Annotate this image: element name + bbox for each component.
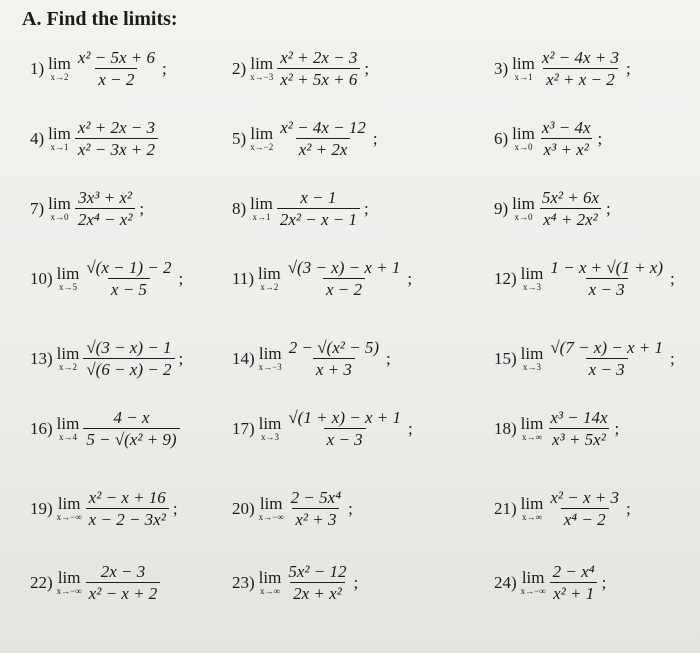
numerator: 2 − 5x⁴	[290, 488, 342, 507]
denominator: x + 3	[313, 358, 355, 379]
limit-approach: x→−∞	[56, 512, 82, 522]
limit-operator	[512, 195, 535, 222]
lim-label: lim	[512, 54, 535, 73]
limit-problem	[232, 562, 358, 603]
denominator: x² + x − 2	[543, 68, 618, 89]
lim-label: lim	[520, 414, 544, 433]
problem-number: 10)	[30, 268, 53, 288]
numerator: 2x − 3	[100, 562, 146, 581]
limit-approach: x→2	[59, 362, 77, 372]
fraction	[285, 408, 404, 449]
limit-problem	[30, 258, 183, 299]
limit-problem	[30, 338, 183, 379]
fraction	[285, 258, 404, 299]
limit-problem	[232, 188, 369, 229]
limit-operator	[250, 55, 273, 82]
limit-problem	[232, 338, 391, 379]
lim-label: lim	[258, 264, 281, 283]
denominator: 5 − √(x² + 9)	[83, 428, 179, 449]
limit-operator	[48, 195, 71, 222]
denominator: x² + 1	[550, 582, 597, 603]
semicolon: ;	[178, 268, 184, 288]
numerator: x² − 5x + 6	[77, 48, 155, 67]
limit-approach: x→−3	[250, 72, 274, 82]
limit-approach: x→5	[59, 282, 77, 292]
limit-problem	[232, 118, 378, 159]
denominator: x − 2	[323, 278, 365, 299]
numerator: 1 − x + √(1 + x)	[550, 258, 664, 277]
numerator: x² + 2x − 3	[280, 48, 358, 67]
lim-label: lim	[512, 194, 535, 213]
limit-operator	[57, 569, 82, 596]
limit-operator	[250, 125, 273, 152]
fraction	[277, 118, 369, 159]
semicolon: ;	[178, 348, 184, 368]
limit-problem	[30, 562, 162, 603]
limit-operator	[521, 265, 544, 292]
semicolon: ;	[363, 198, 369, 218]
limit-problem	[232, 258, 412, 299]
limit-approach: x→0	[50, 212, 69, 222]
limit-approach: x→2	[260, 282, 279, 292]
limit-problem	[232, 48, 369, 89]
limit-problem	[494, 338, 675, 379]
numerator: x² − x + 3	[550, 488, 619, 507]
denominator: x⁴ + 2x²	[540, 208, 601, 229]
lim-label: lim	[258, 568, 282, 587]
problem-number: 24)	[494, 572, 517, 592]
fraction	[547, 488, 622, 529]
lim-label: lim	[56, 414, 80, 433]
semicolon: ;	[614, 418, 620, 438]
limit-approach: x→−∞	[258, 512, 284, 522]
fraction	[83, 408, 179, 449]
lim-label: lim	[250, 194, 273, 213]
problem-number: 20)	[232, 498, 255, 518]
problem-number: 6)	[494, 128, 509, 148]
semicolon: ;	[670, 348, 675, 368]
lim-label: lim	[520, 264, 544, 283]
limit-operator	[57, 415, 80, 442]
limit-approach: x→3	[523, 362, 541, 372]
denominator: x² + 5x + 6	[277, 68, 360, 89]
numerator: √(x − 1) − 2	[86, 258, 172, 277]
problem-number: 22)	[30, 572, 53, 592]
problem-number: 1)	[30, 58, 45, 78]
lim-label: lim	[520, 344, 544, 363]
denominator: 2x + x²	[290, 582, 345, 603]
numerator: 3x³ + x²	[78, 188, 133, 207]
limit-operator	[259, 495, 284, 522]
numerator: √(1 + x) − x + 1	[288, 408, 402, 427]
limit-approach: x→0	[514, 142, 533, 152]
fraction	[547, 258, 666, 299]
limit-operator	[48, 125, 71, 152]
lim-label: lim	[57, 568, 81, 587]
numerator: √(3 − x) − 1	[86, 338, 172, 357]
lim-label: lim	[56, 344, 80, 363]
fraction	[75, 48, 158, 89]
numerator: x² − x + 16	[88, 488, 166, 507]
limit-problem	[494, 118, 602, 159]
lim-label: lim	[250, 54, 274, 73]
denominator: x − 3	[586, 278, 628, 299]
fraction	[86, 488, 169, 529]
limit-operator	[57, 265, 80, 292]
semicolon: ;	[161, 58, 167, 78]
limit-operator	[48, 55, 71, 82]
numerator: x² − 4x − 12	[280, 118, 366, 137]
semicolon: ;	[601, 572, 607, 592]
denominator: x² + 2x	[296, 138, 351, 159]
fraction	[288, 488, 344, 529]
denominator: 2x⁴ − x²	[75, 208, 136, 229]
problem-number: 15)	[494, 348, 517, 368]
problem-number: 7)	[30, 198, 45, 218]
limit-problem	[494, 408, 619, 449]
problem-number: 19)	[30, 498, 53, 518]
numerator: x − 1	[300, 188, 337, 207]
fraction	[547, 338, 666, 379]
limit-approach: x→1	[514, 72, 533, 82]
problem-number: 2)	[232, 58, 247, 78]
limit-operator	[259, 415, 282, 442]
problem-number: 21)	[494, 498, 517, 518]
limit-problem	[494, 488, 631, 529]
semicolon: ;	[372, 128, 378, 148]
limit-operator	[57, 345, 80, 372]
limit-operator	[250, 195, 273, 222]
limit-approach: x→∞	[260, 586, 280, 596]
denominator: 2x² − x − 1	[277, 208, 360, 229]
denominator: x − 2 − 3x²	[86, 508, 169, 529]
denominator: x − 3	[586, 358, 628, 379]
limit-operator	[512, 55, 535, 82]
lim-label: lim	[258, 414, 282, 433]
lim-label: lim	[56, 264, 80, 283]
problem-number: 18)	[494, 418, 517, 438]
numerator: 4 − x	[113, 408, 150, 427]
denominator: x − 5	[108, 278, 150, 299]
problem-number: 4)	[30, 128, 45, 148]
limit-operator	[258, 265, 281, 292]
limit-problem	[30, 48, 167, 89]
limit-approach: x→4	[59, 432, 77, 442]
numerator: √(3 − x) − x + 1	[287, 258, 401, 277]
limit-approach: x→−2	[250, 142, 274, 152]
limit-approach: x→3	[261, 432, 279, 442]
problem-number: 12)	[494, 268, 517, 288]
semicolon: ;	[606, 198, 611, 218]
numerator: 2 − x⁴	[552, 562, 595, 581]
semicolon: ;	[172, 498, 178, 518]
denominator: x³ + x²	[541, 138, 592, 159]
semicolon: ;	[408, 418, 413, 438]
lim-label: lim	[521, 568, 545, 587]
limit-operator	[521, 345, 544, 372]
denominator: x⁴ − 2	[561, 508, 609, 529]
limit-operator	[259, 569, 282, 596]
denominator: x² − 3x + 2	[75, 138, 158, 159]
denominator: x³ + 5x²	[549, 428, 609, 449]
section-heading: A. Find the limits:	[22, 8, 178, 30]
limit-problem	[30, 408, 182, 449]
limit-approach: x→3	[523, 282, 541, 292]
numerator: x² + 2x − 3	[77, 118, 155, 137]
problem-number: 13)	[30, 348, 53, 368]
lim-label: lim	[250, 124, 274, 143]
problem-number: 5)	[232, 128, 247, 148]
limit-approach: x→−3	[258, 362, 282, 372]
numerator: x³ − 14x	[550, 408, 608, 427]
numerator: 5x² + 6x	[541, 188, 600, 207]
limit-problem	[494, 48, 631, 89]
semicolon: ;	[364, 58, 370, 78]
limit-operator	[521, 569, 546, 596]
lim-label: lim	[258, 344, 282, 363]
limit-problem	[30, 188, 144, 229]
limit-problem	[232, 488, 353, 529]
problem-number: 17)	[232, 418, 255, 438]
problem-number: 23)	[232, 572, 255, 592]
lim-label: lim	[259, 494, 283, 513]
limit-problem	[30, 488, 178, 529]
fraction	[286, 338, 382, 379]
limit-problem	[30, 118, 160, 159]
limit-operator	[259, 345, 282, 372]
fraction	[277, 188, 360, 229]
lim-label: lim	[57, 494, 81, 513]
semicolon: ;	[139, 198, 145, 218]
semicolon: ;	[670, 268, 675, 288]
limit-problem	[494, 258, 675, 299]
fraction	[550, 562, 598, 603]
lim-label: lim	[512, 124, 535, 143]
denominator: x² − x + 2	[86, 582, 161, 603]
limit-operator	[57, 495, 82, 522]
problem-number: 16)	[30, 418, 53, 438]
limit-approach: x→−∞	[520, 586, 546, 596]
lim-label: lim	[48, 54, 71, 73]
limit-problem	[494, 188, 611, 229]
semicolon: ;	[386, 348, 391, 368]
numerator: x² − 4x + 3	[541, 48, 619, 67]
semicolon: ;	[348, 498, 353, 518]
numerator: 5x² − 12	[288, 562, 347, 581]
problem-number: 9)	[494, 198, 509, 218]
denominator: x − 3	[324, 428, 366, 449]
limit-operator	[512, 125, 535, 152]
problem-number: 14)	[232, 348, 255, 368]
denominator: x − 2	[95, 68, 137, 89]
limit-operator	[521, 415, 544, 442]
limit-approach: x→2	[50, 72, 69, 82]
limit-approach: x→−∞	[56, 586, 82, 596]
problem-number: 8)	[232, 198, 247, 218]
fraction	[539, 48, 622, 89]
fraction	[277, 48, 360, 89]
limit-approach: x→1	[252, 212, 271, 222]
limit-approach: x→1	[50, 142, 69, 152]
fraction	[539, 188, 602, 229]
limit-problem	[232, 408, 413, 449]
fraction	[75, 188, 136, 229]
fraction	[83, 338, 174, 379]
lim-label: lim	[520, 494, 544, 513]
fraction	[547, 408, 610, 449]
limit-approach: x→∞	[522, 512, 542, 522]
fraction	[83, 258, 174, 299]
limit-problem	[494, 562, 606, 603]
semicolon: ;	[353, 572, 359, 592]
numerator: √(7 − x) − x + 1	[550, 338, 664, 357]
limit-approach: x→0	[514, 212, 533, 222]
semicolon: ;	[625, 498, 631, 518]
fraction	[75, 118, 158, 159]
problem-number: 3)	[494, 58, 509, 78]
limit-approach: x→∞	[522, 432, 542, 442]
semicolon: ;	[407, 268, 413, 288]
lim-label: lim	[48, 194, 71, 213]
semicolon: ;	[625, 58, 631, 78]
fraction	[86, 562, 161, 603]
fraction	[285, 562, 349, 603]
lim-label: lim	[48, 124, 71, 143]
denominator: x² + 3	[292, 508, 339, 529]
denominator: √(6 − x) − 2	[83, 358, 174, 379]
semicolon: ;	[597, 128, 603, 148]
numerator: 2 − √(x² − 5)	[288, 338, 379, 357]
fraction	[539, 118, 594, 159]
limit-operator	[521, 495, 544, 522]
numerator: x³ − 4x	[541, 118, 591, 137]
problem-number: 11)	[232, 268, 255, 288]
